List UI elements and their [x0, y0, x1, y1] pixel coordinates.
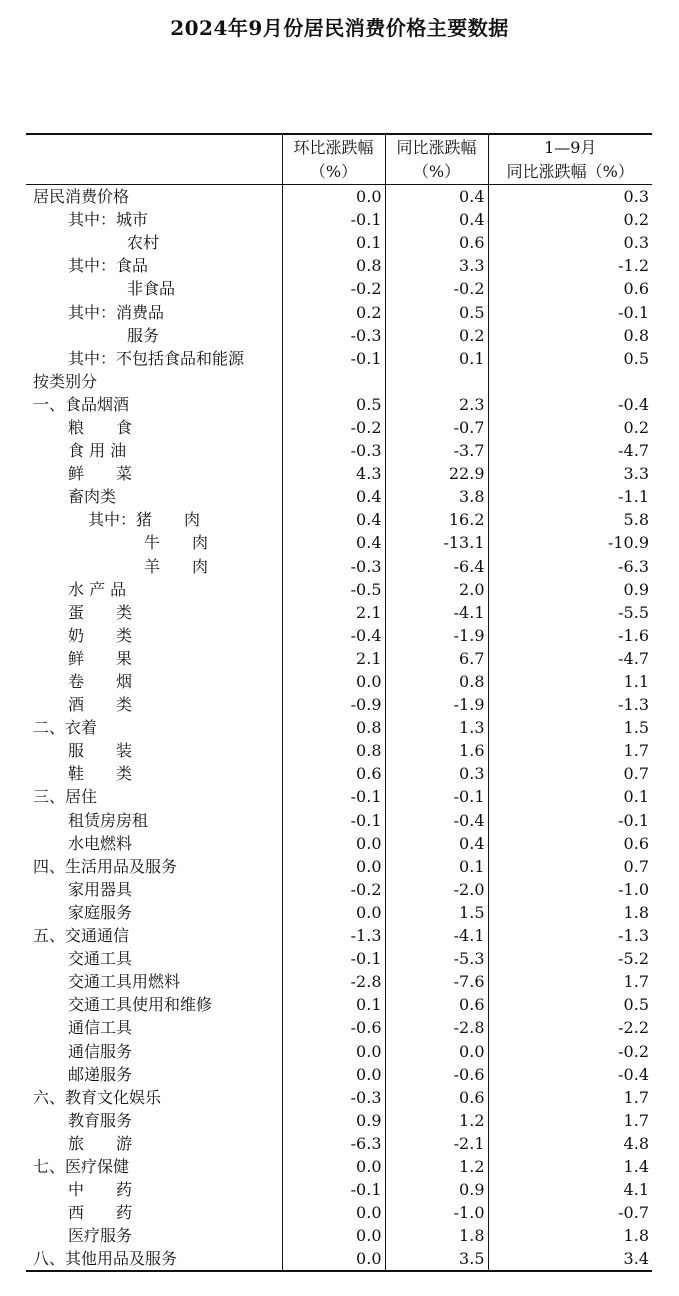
- row-ytd-value: -1.0: [488, 878, 652, 901]
- table-row: [26, 624, 652, 647]
- row-mom-value: 0.1: [282, 993, 385, 1016]
- row-ytd-value: -1.6: [488, 624, 652, 647]
- row-ytd-value: 0.9: [488, 578, 652, 601]
- row-mom-value: -0.2: [282, 878, 385, 901]
- table-row: [26, 1086, 652, 1109]
- table-row: [26, 716, 652, 739]
- row-label: 八、其他用品及服务: [26, 1247, 282, 1271]
- row-yoy-value: 0.3: [385, 762, 488, 785]
- table-row: [26, 1109, 652, 1132]
- row-yoy-value: 3.8: [385, 485, 488, 508]
- row-ytd-value: [488, 370, 652, 393]
- row-yoy-value: 0.4: [385, 185, 488, 209]
- table-row: [26, 970, 652, 993]
- row-ytd-value: 0.5: [488, 993, 652, 1016]
- row-label: 西 药: [68, 1203, 133, 1223]
- row-ytd-value: -0.1: [488, 300, 652, 323]
- table-row: [26, 601, 652, 624]
- row-ytd-value: -1.3: [488, 924, 652, 947]
- table-row: [26, 947, 652, 970]
- row-yoy-value: 0.6: [385, 993, 488, 1016]
- row-label: 七、医疗保健: [33, 1156, 130, 1176]
- row-label: 羊 肉: [144, 556, 209, 576]
- table-row: [26, 832, 652, 855]
- row-ytd-value: -1.1: [488, 485, 652, 508]
- table-row: [26, 231, 652, 254]
- row-yoy-value: -0.4: [385, 809, 488, 832]
- row-yoy-value: 0.9: [385, 1178, 488, 1201]
- row-mom-value: -0.5: [282, 578, 385, 601]
- row-mom-value: -0.1: [282, 785, 385, 808]
- row-label: 居民消费价格: [33, 187, 130, 207]
- row-ytd-value: 0.5: [488, 347, 652, 370]
- row-label: 交通工具使用和维修: [68, 995, 213, 1015]
- table-row: [26, 670, 652, 693]
- table-row: [26, 762, 652, 785]
- row-mom-value: -0.2: [282, 277, 385, 300]
- row-yoy-value: -3.7: [385, 439, 488, 462]
- row-label: 其中：消费品: [68, 302, 165, 322]
- row-ytd-value: 1.7: [488, 739, 652, 762]
- table-row: [26, 485, 652, 508]
- row-ytd-value: 0.3: [488, 231, 652, 254]
- row-label: 畜肉类: [68, 487, 117, 507]
- table-row: [26, 1247, 652, 1271]
- row-yoy-value: 0.6: [385, 231, 488, 254]
- row-label: 家用器具: [68, 879, 133, 899]
- row-label: 牛 肉: [144, 533, 209, 553]
- row-mom-value: -0.3: [282, 324, 385, 347]
- row-mom-value: 0.6: [282, 762, 385, 785]
- row-yoy-value: 1.2: [385, 1109, 488, 1132]
- row-mom-value: 0.0: [282, 185, 385, 209]
- row-label: 三、居住: [33, 787, 98, 807]
- table-row: [26, 185, 652, 209]
- row-ytd-value: 1.4: [488, 1155, 652, 1178]
- row-label: 奶 类: [68, 625, 133, 645]
- row-label: 一、食品烟酒: [33, 394, 130, 414]
- row-label: 二、衣着: [33, 718, 98, 738]
- table-row: [26, 416, 652, 439]
- row-label: 旅 游: [68, 1133, 133, 1153]
- table-row: [26, 300, 652, 323]
- row-mom-value: 0.0: [282, 1201, 385, 1224]
- table-row: [26, 1132, 652, 1155]
- row-yoy-value: -2.8: [385, 1016, 488, 1039]
- row-yoy-value: 0.4: [385, 208, 488, 231]
- row-label: 交通工具: [68, 949, 133, 969]
- row-yoy-value: 0.0: [385, 1039, 488, 1062]
- row-ytd-value: 5.8: [488, 508, 652, 531]
- row-ytd-value: 3.3: [488, 462, 652, 485]
- row-mom-value: -0.1: [282, 947, 385, 970]
- row-ytd-value: 0.1: [488, 785, 652, 808]
- row-yoy-value: 1.6: [385, 739, 488, 762]
- row-mom-value: 0.8: [282, 716, 385, 739]
- row-label: 其中：食品: [68, 256, 149, 276]
- row-mom-value: 0.8: [282, 739, 385, 762]
- row-yoy-value: -2.1: [385, 1132, 488, 1155]
- row-yoy-value: 22.9: [385, 462, 488, 485]
- row-mom-value: -0.6: [282, 1016, 385, 1039]
- table-row: [26, 254, 652, 277]
- row-label: 服务: [127, 325, 160, 345]
- row-ytd-value: 0.2: [488, 208, 652, 231]
- row-mom-value: -0.3: [282, 439, 385, 462]
- table-row: [26, 878, 652, 901]
- row-ytd-value: 1.7: [488, 970, 652, 993]
- row-mom-value: 0.4: [282, 485, 385, 508]
- table-row: [26, 901, 652, 924]
- row-mom-value: 0.8: [282, 254, 385, 277]
- row-mom-value: -0.4: [282, 624, 385, 647]
- table-row: [26, 508, 652, 531]
- row-yoy-value: -0.6: [385, 1063, 488, 1086]
- row-yoy-value: 16.2: [385, 508, 488, 531]
- header-mom: 环比涨跌幅: [282, 134, 385, 160]
- row-mom-value: 0.0: [282, 832, 385, 855]
- row-ytd-value: 0.7: [488, 762, 652, 785]
- row-yoy-value: -7.6: [385, 970, 488, 993]
- row-yoy-value: -4.1: [385, 924, 488, 947]
- row-mom-value: 0.5: [282, 393, 385, 416]
- row-yoy-value: 6.7: [385, 647, 488, 670]
- table-row: [26, 324, 652, 347]
- row-yoy-value: -1.9: [385, 693, 488, 716]
- row-ytd-value: -0.2: [488, 1039, 652, 1062]
- row-mom-value: -0.9: [282, 693, 385, 716]
- row-yoy-value: 1.3: [385, 716, 488, 739]
- row-yoy-value: 0.2: [385, 324, 488, 347]
- row-ytd-value: 0.6: [488, 277, 652, 300]
- header-mom-unit: （%）: [282, 160, 385, 185]
- table-row: [26, 809, 652, 832]
- table-body: [26, 185, 652, 1272]
- row-label: 鞋 类: [68, 764, 133, 784]
- row-label: 酒 类: [68, 695, 133, 715]
- row-mom-value: -6.3: [282, 1132, 385, 1155]
- row-yoy-value: 0.1: [385, 855, 488, 878]
- row-label: 鲜 果: [68, 648, 133, 668]
- row-mom-value: -1.3: [282, 924, 385, 947]
- table-row: [26, 462, 652, 485]
- row-ytd-value: -1.3: [488, 693, 652, 716]
- table-header: [26, 134, 652, 185]
- row-mom-value: 2.1: [282, 647, 385, 670]
- row-label: 邮递服务: [68, 1064, 133, 1084]
- table-row: [26, 1039, 652, 1062]
- row-mom-value: [282, 370, 385, 393]
- row-ytd-value: 0.6: [488, 832, 652, 855]
- row-ytd-value: 1.7: [488, 1109, 652, 1132]
- row-label: 医疗服务: [68, 1226, 133, 1246]
- table-row: [26, 993, 652, 1016]
- row-mom-value: -0.1: [282, 1178, 385, 1201]
- row-ytd-value: 1.1: [488, 670, 652, 693]
- row-yoy-value: 0.8: [385, 670, 488, 693]
- row-label: 服 装: [68, 741, 133, 761]
- row-mom-value: -0.3: [282, 1086, 385, 1109]
- page-title: 2024年9月份居民消费价格主要数据: [170, 16, 509, 40]
- row-ytd-value: -5.5: [488, 601, 652, 624]
- row-mom-value: -0.1: [282, 208, 385, 231]
- row-label: 农村: [127, 233, 160, 253]
- table-row: [26, 924, 652, 947]
- row-yoy-value: 3.5: [385, 1247, 488, 1271]
- row-label: 按类别分: [33, 371, 98, 391]
- row-mom-value: -0.3: [282, 555, 385, 578]
- row-mom-value: 4.3: [282, 462, 385, 485]
- table-row: [26, 1155, 652, 1178]
- row-yoy-value: 1.8: [385, 1224, 488, 1247]
- header-ytd-unit: 同比涨跌幅（%）: [488, 160, 652, 185]
- row-mom-value: 0.0: [282, 1155, 385, 1178]
- table-row: [26, 1201, 652, 1224]
- row-ytd-value: 0.7: [488, 855, 652, 878]
- row-yoy-value: 0.5: [385, 300, 488, 323]
- row-label: 蛋 类: [68, 602, 133, 622]
- row-mom-value: 0.0: [282, 1247, 385, 1271]
- row-mom-value: -0.1: [282, 347, 385, 370]
- row-label: 中 药: [68, 1180, 133, 1200]
- row-yoy-value: 3.3: [385, 254, 488, 277]
- table-row: [26, 578, 652, 601]
- row-label: 粮 食: [68, 417, 133, 437]
- table-row: [26, 693, 652, 716]
- table-row: [26, 739, 652, 762]
- row-ytd-value: 4.1: [488, 1178, 652, 1201]
- row-label: 其中：城市: [68, 210, 149, 230]
- row-mom-value: 0.2: [282, 300, 385, 323]
- row-ytd-value: -1.2: [488, 254, 652, 277]
- table-row: [26, 1178, 652, 1201]
- row-mom-value: 0.0: [282, 1063, 385, 1086]
- row-label: 水电燃料: [68, 833, 133, 853]
- row-yoy-value: -6.4: [385, 555, 488, 578]
- row-ytd-value: -0.4: [488, 1063, 652, 1086]
- row-yoy-value: 0.1: [385, 347, 488, 370]
- row-label: 四、生活用品及服务: [33, 856, 178, 876]
- header-yoy: 同比涨跌幅: [385, 134, 488, 160]
- row-label: 五、交通通信: [33, 926, 130, 946]
- row-ytd-value: -0.4: [488, 393, 652, 416]
- row-ytd-value: -4.7: [488, 439, 652, 462]
- row-mom-value: 0.0: [282, 1039, 385, 1062]
- row-yoy-value: -1.0: [385, 1201, 488, 1224]
- row-mom-value: 0.0: [282, 901, 385, 924]
- header-blank-2: [26, 160, 282, 185]
- row-yoy-value: -2.0: [385, 878, 488, 901]
- table-row: [26, 785, 652, 808]
- row-yoy-value: 0.6: [385, 1086, 488, 1109]
- header-yoy-unit: （%）: [385, 160, 488, 185]
- row-yoy-value: -0.1: [385, 785, 488, 808]
- row-label: 卷 烟: [68, 672, 133, 692]
- row-label: 通信工具: [68, 1018, 133, 1038]
- row-label: 其中：猪 肉: [88, 510, 201, 530]
- row-ytd-value: -0.7: [488, 1201, 652, 1224]
- row-mom-value: -0.1: [282, 809, 385, 832]
- table-row: [26, 1063, 652, 1086]
- row-yoy-value: -0.2: [385, 277, 488, 300]
- row-ytd-value: -4.7: [488, 647, 652, 670]
- table-row: [26, 393, 652, 416]
- row-label: 通信服务: [68, 1041, 133, 1061]
- row-label: 教育服务: [68, 1110, 133, 1130]
- row-ytd-value: -2.2: [488, 1016, 652, 1039]
- table-row: [26, 555, 652, 578]
- header-ytd: 1—9月: [488, 134, 652, 160]
- row-mom-value: 2.1: [282, 601, 385, 624]
- row-mom-value: 0.0: [282, 670, 385, 693]
- row-ytd-value: -0.1: [488, 809, 652, 832]
- row-ytd-value: 0.2: [488, 416, 652, 439]
- row-label: 鲜 菜: [68, 464, 133, 484]
- row-label: 家庭服务: [68, 902, 133, 922]
- row-yoy-value: 2.3: [385, 393, 488, 416]
- row-ytd-value: -10.9: [488, 531, 652, 554]
- row-yoy-value: 1.5: [385, 901, 488, 924]
- row-yoy-value: [385, 370, 488, 393]
- row-ytd-value: 0.3: [488, 185, 652, 209]
- row-label: 交通工具用燃料: [68, 972, 181, 992]
- row-ytd-value: 1.8: [488, 1224, 652, 1247]
- row-mom-value: 0.1: [282, 231, 385, 254]
- table-row: [26, 347, 652, 370]
- row-yoy-value: -13.1: [385, 531, 488, 554]
- row-ytd-value: -5.2: [488, 947, 652, 970]
- row-ytd-value: 1.8: [488, 901, 652, 924]
- table-row: [26, 531, 652, 554]
- row-label: 六、教育文化娱乐: [33, 1087, 162, 1107]
- row-ytd-value: 1.7: [488, 1086, 652, 1109]
- row-label: 食 用 油: [68, 441, 127, 461]
- row-yoy-value: -4.1: [385, 601, 488, 624]
- row-yoy-value: -5.3: [385, 947, 488, 970]
- row-label: 租赁房房租: [68, 810, 149, 830]
- row-mom-value: -0.2: [282, 416, 385, 439]
- table-row: [26, 1224, 652, 1247]
- row-mom-value: 0.9: [282, 1109, 385, 1132]
- row-label: 其中：不包括食品和能源: [68, 348, 245, 368]
- row-mom-value: 0.4: [282, 531, 385, 554]
- header-blank: [26, 134, 282, 160]
- table-row: [26, 208, 652, 231]
- table-row: [26, 1016, 652, 1039]
- row-yoy-value: -0.7: [385, 416, 488, 439]
- table-row: [26, 647, 652, 670]
- row-label: 非食品: [127, 279, 176, 299]
- row-ytd-value: 1.5: [488, 716, 652, 739]
- table-row: [26, 439, 652, 462]
- row-mom-value: 0.4: [282, 508, 385, 531]
- row-yoy-value: -1.9: [385, 624, 488, 647]
- row-mom-value: 0.0: [282, 1224, 385, 1247]
- row-label: 水 产 品: [68, 579, 127, 599]
- cpi-table: [26, 133, 652, 1272]
- row-mom-value: -2.8: [282, 970, 385, 993]
- row-ytd-value: 3.4: [488, 1247, 652, 1271]
- row-ytd-value: -6.3: [488, 555, 652, 578]
- row-yoy-value: 0.4: [385, 832, 488, 855]
- row-yoy-value: 1.2: [385, 1155, 488, 1178]
- table-row: [26, 277, 652, 300]
- row-yoy-value: 2.0: [385, 578, 488, 601]
- row-ytd-value: 4.8: [488, 1132, 652, 1155]
- table-row: [26, 370, 652, 393]
- row-mom-value: 0.0: [282, 855, 385, 878]
- row-ytd-value: 0.8: [488, 324, 652, 347]
- table-row: [26, 855, 652, 878]
